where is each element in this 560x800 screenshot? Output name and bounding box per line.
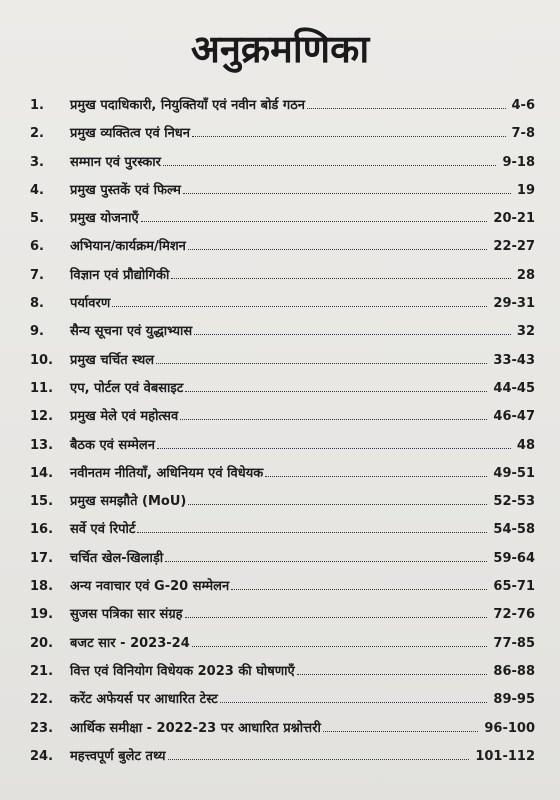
entry-title: करेंट अफेयर्स पर आधारित टेस्ट — [70, 692, 218, 708]
entry-pages: 22-27 — [493, 239, 535, 255]
entry-title: सैन्य सूचना एवं युद्धाभ्यास — [70, 324, 193, 340]
dot-leader — [297, 674, 488, 675]
entry-title: प्रमुख पदाधिकारी, नियुक्तियाँ एवं नवीन बोर्ड गठन — [70, 98, 305, 113]
dot-leader — [231, 589, 487, 590]
toc-entry — [30, 604, 535, 632]
dot-leader — [185, 391, 487, 392]
dot-leader — [323, 731, 479, 732]
entry-number: 14. — [30, 465, 54, 481]
dot-leader — [137, 532, 487, 533]
dot-leader — [180, 419, 487, 420]
entry-pages: 54-58 — [493, 522, 535, 538]
toc-entry — [30, 180, 535, 208]
entry-title: चर्चित खेल-खिलाड़ी — [70, 550, 164, 566]
entry-title: सर्वे एवं रिपोर्ट — [70, 522, 136, 538]
toc-entry — [30, 746, 535, 774]
entry-pages: 101-112 — [475, 748, 535, 764]
entry-number: 6. — [30, 239, 44, 255]
entry-number: 2. — [30, 126, 44, 142]
entry-pages: 86-88 — [493, 663, 535, 679]
entry-pages: 48 — [516, 437, 535, 453]
toc-entry — [30, 406, 535, 434]
entry-number: 3. — [30, 154, 44, 170]
entry-pages: 29-31 — [493, 296, 535, 312]
dot-leader — [185, 617, 488, 618]
dot-leader — [188, 504, 487, 505]
entry-title: प्रमुख योजनाएँ — [70, 211, 139, 227]
entry-number: 23. — [30, 720, 54, 736]
entry-number: 22. — [30, 692, 54, 708]
entry-number: 17. — [30, 550, 54, 566]
toc-entry — [30, 463, 535, 491]
entry-number: 11. — [30, 380, 54, 396]
dot-leader — [194, 334, 511, 335]
entry-title: वित्त एवं विनियोग विधेयक 2023 की घोषणाएँ — [70, 663, 295, 679]
toc-entry — [30, 491, 535, 519]
entry-title: प्रमुख पुस्तकें एवं फिल्म — [70, 182, 181, 198]
entry-number: 12. — [30, 409, 54, 425]
toc-entry — [30, 548, 535, 576]
toc-entry — [30, 95, 535, 123]
toc-entry — [30, 208, 535, 236]
dot-leader — [192, 136, 506, 137]
toc-entry — [30, 350, 535, 378]
entry-number: 15. — [30, 494, 54, 510]
entry-number: 16. — [30, 522, 54, 538]
entry-pages: 59-64 — [493, 550, 535, 566]
entry-title: विज्ञान एवं प्रौद्योगिकी — [70, 267, 170, 283]
entry-title: प्रमुख व्यक्तित्व एवं निधन — [70, 126, 190, 142]
dot-leader — [112, 306, 487, 307]
toc-entry — [30, 689, 535, 717]
entry-pages: 65-71 — [493, 579, 535, 595]
toc-entry — [30, 265, 535, 293]
dot-leader — [168, 759, 470, 760]
toc-entry — [30, 718, 535, 746]
entry-title: आर्थिक समीक्षा - 2022-23 पर आधारित प्रश्नोत्तरी — [70, 720, 321, 736]
dot-leader — [307, 108, 506, 109]
toc-entry — [30, 435, 535, 463]
toc-entry — [30, 123, 535, 151]
entry-number: 1. — [30, 98, 44, 113]
table-of-contents — [30, 95, 535, 774]
dot-leader — [141, 221, 488, 222]
entry-pages: 72-76 — [493, 607, 535, 623]
toc-entry — [30, 661, 535, 689]
entry-title: अन्य नवाचार एवं G-20 सम्मेलन — [70, 579, 230, 595]
entry-title: प्रमुख मेले एवं महोत्सव — [70, 409, 179, 425]
entry-title: प्रमुख समझौते (MoU) — [70, 494, 187, 510]
entry-number: 4. — [30, 182, 44, 198]
entry-number: 5. — [30, 211, 44, 227]
toc-entry — [30, 576, 535, 604]
entry-pages: 20-21 — [493, 211, 535, 227]
entry-pages: 9-18 — [502, 154, 535, 170]
entry-title: नवीनतम नीतियाँ, अधिनियम एवं विधेयक — [70, 465, 264, 481]
dot-leader — [156, 363, 487, 364]
entry-title: बजट सार - 2023-24 — [70, 635, 190, 651]
dot-leader — [157, 448, 511, 449]
entry-pages: 19 — [516, 182, 535, 198]
toc-entry — [30, 378, 535, 406]
entry-title: एप, पोर्टल एवं वेबसाइट — [70, 380, 184, 396]
toc-entry — [30, 519, 535, 547]
page-title: अनुक्रमणिका — [190, 27, 370, 71]
toc-entry — [30, 236, 535, 264]
entry-title: बैठक एवं सम्मेलन — [70, 437, 155, 453]
entry-title: प्रमुख चर्चित स्थल — [70, 352, 155, 368]
entry-number: 19. — [30, 607, 54, 623]
entry-pages: 77-85 — [493, 635, 535, 651]
entry-number: 8. — [30, 296, 44, 312]
dot-leader — [188, 249, 488, 250]
entry-pages: 28 — [516, 267, 535, 283]
entry-number: 18. — [30, 579, 54, 595]
entry-pages: 49-51 — [493, 465, 535, 481]
entry-title: सम्मान एवं पुरस्कार — [70, 154, 161, 170]
toc-entry — [30, 152, 535, 180]
dot-leader — [220, 702, 488, 703]
entry-pages: 52-53 — [493, 494, 535, 510]
entry-title: महत्त्वपूर्ण बुलेट तथ्य — [70, 748, 166, 764]
dot-leader — [265, 476, 487, 477]
entry-pages: 46-47 — [493, 409, 535, 425]
entry-title: सुजस पत्रिका सार संग्रह — [70, 607, 183, 623]
toc-entry — [30, 293, 535, 321]
entry-number: 21. — [30, 663, 54, 679]
dot-leader — [163, 165, 497, 166]
entry-number: 7. — [30, 267, 44, 283]
entry-pages: 32 — [516, 324, 535, 340]
entry-number: 20. — [30, 635, 54, 651]
dot-leader — [183, 193, 511, 194]
entry-pages: 33-43 — [493, 352, 535, 368]
entry-title: अभियान/कार्यक्रम/मिशन — [70, 239, 186, 255]
dot-leader — [165, 561, 487, 562]
dot-leader — [192, 646, 488, 647]
entry-pages: 44-45 — [493, 380, 535, 396]
toc-entry — [30, 633, 535, 661]
toc-entry — [30, 321, 535, 349]
entry-number: 9. — [30, 324, 44, 340]
dot-leader — [171, 278, 511, 279]
entry-number: 13. — [30, 437, 54, 453]
entry-pages: 4-6 — [511, 98, 535, 113]
entry-number: 10. — [30, 352, 54, 368]
entry-title: पर्यावरण — [70, 296, 111, 312]
entry-pages: 89-95 — [493, 692, 535, 708]
entry-pages: 7-8 — [511, 126, 535, 142]
entry-pages: 96-100 — [484, 720, 535, 736]
entry-number: 24. — [30, 748, 54, 764]
